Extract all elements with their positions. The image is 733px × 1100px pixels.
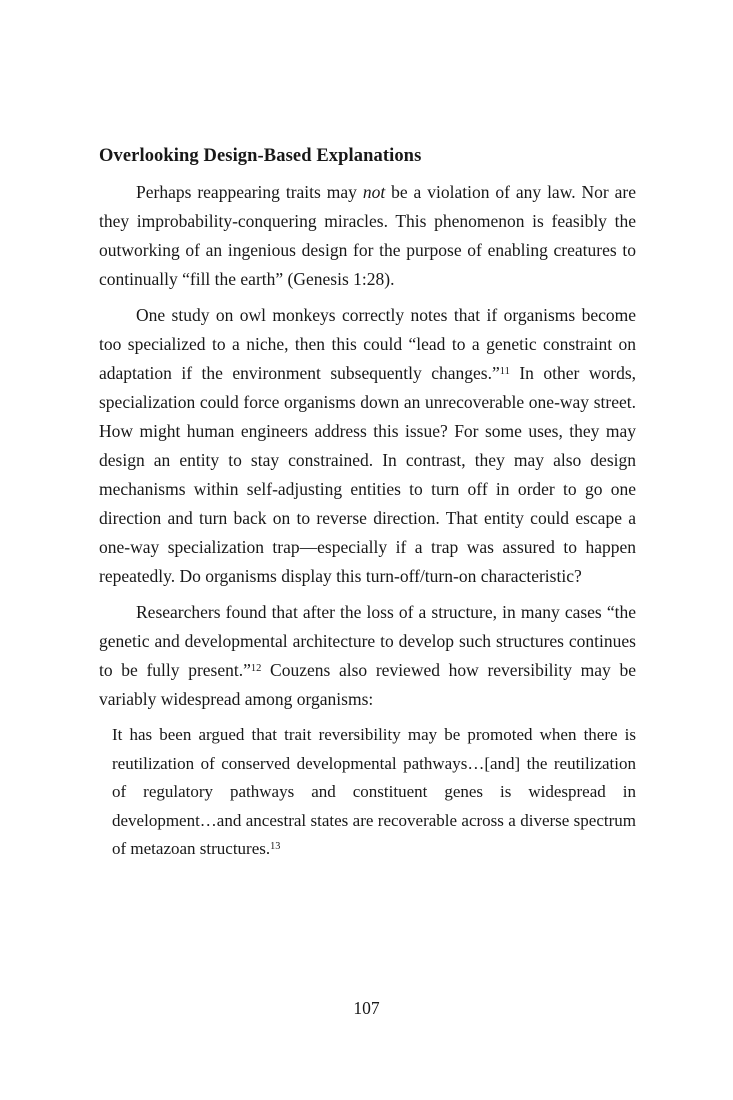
block-quote-text: It has been argued that trait reversibility may be promoted when there is reutilization of conserved developmental pathways…[and] the reutilization of regulatory pathways and constituent genes is widespread in development…and ancestral states are recoverable across a diverse spectrum of metazoan structures.: [112, 725, 636, 858]
paragraph-3: [99, 598, 636, 714]
paragraph-3-text-b: Couzens also reviewed how reversibility may be variably widespread among organisms:: [99, 660, 636, 709]
text-content: [99, 146, 636, 864]
paragraph-2-text-a: One study on owl monkeys correctly notes that if organisms become too specialized to a niche, then this could “lead to a genetic constraint on adaptation if the environment subsequently changes.”: [99, 305, 636, 383]
footnote-ref-13: 13: [270, 840, 281, 852]
paragraph-2-text-b: In other words, specialization could force organisms down an unrecoverable one-way street. How might human engineers address this issue? For some uses, they may design an entity to stay constrained. In contrast, they may also design mechanisms within self-adjusting entities to turn off in order to go one direction and turn back on to reverse direction. That entity could escape a one-way specialization trap—especially if a trap was assured to happen repeatedly. Do organisms display this turn-off/turn-on characteristic?: [99, 363, 637, 586]
paragraph-1: [99, 178, 636, 294]
footnote-ref-11: 11: [499, 365, 510, 377]
footnote-ref-12: 12: [250, 662, 262, 674]
paragraph-2: [99, 301, 636, 591]
page-number: 107: [353, 998, 380, 1018]
block-quote: [112, 721, 636, 864]
italic-word-not: not: [362, 182, 386, 202]
section-heading: Overlooking Design-Based Explanations: [99, 146, 422, 166]
paragraph-3-text-a: Researchers found that after the loss of a structure, in many cases “the genetic and developmental architecture to develop such structures continues to be fully present.”: [99, 602, 636, 680]
paragraph-1-text-b: be a violation of any law. Nor are they improbability-conquering miracles. This phenomenon is feasibly the outworking of an ingenious design for the purpose of enabling creatures to continually “fill the earth” (Genesis 1:28).: [99, 182, 636, 289]
paragraph-1-text-a: Perhaps reappearing traits may: [136, 182, 363, 202]
